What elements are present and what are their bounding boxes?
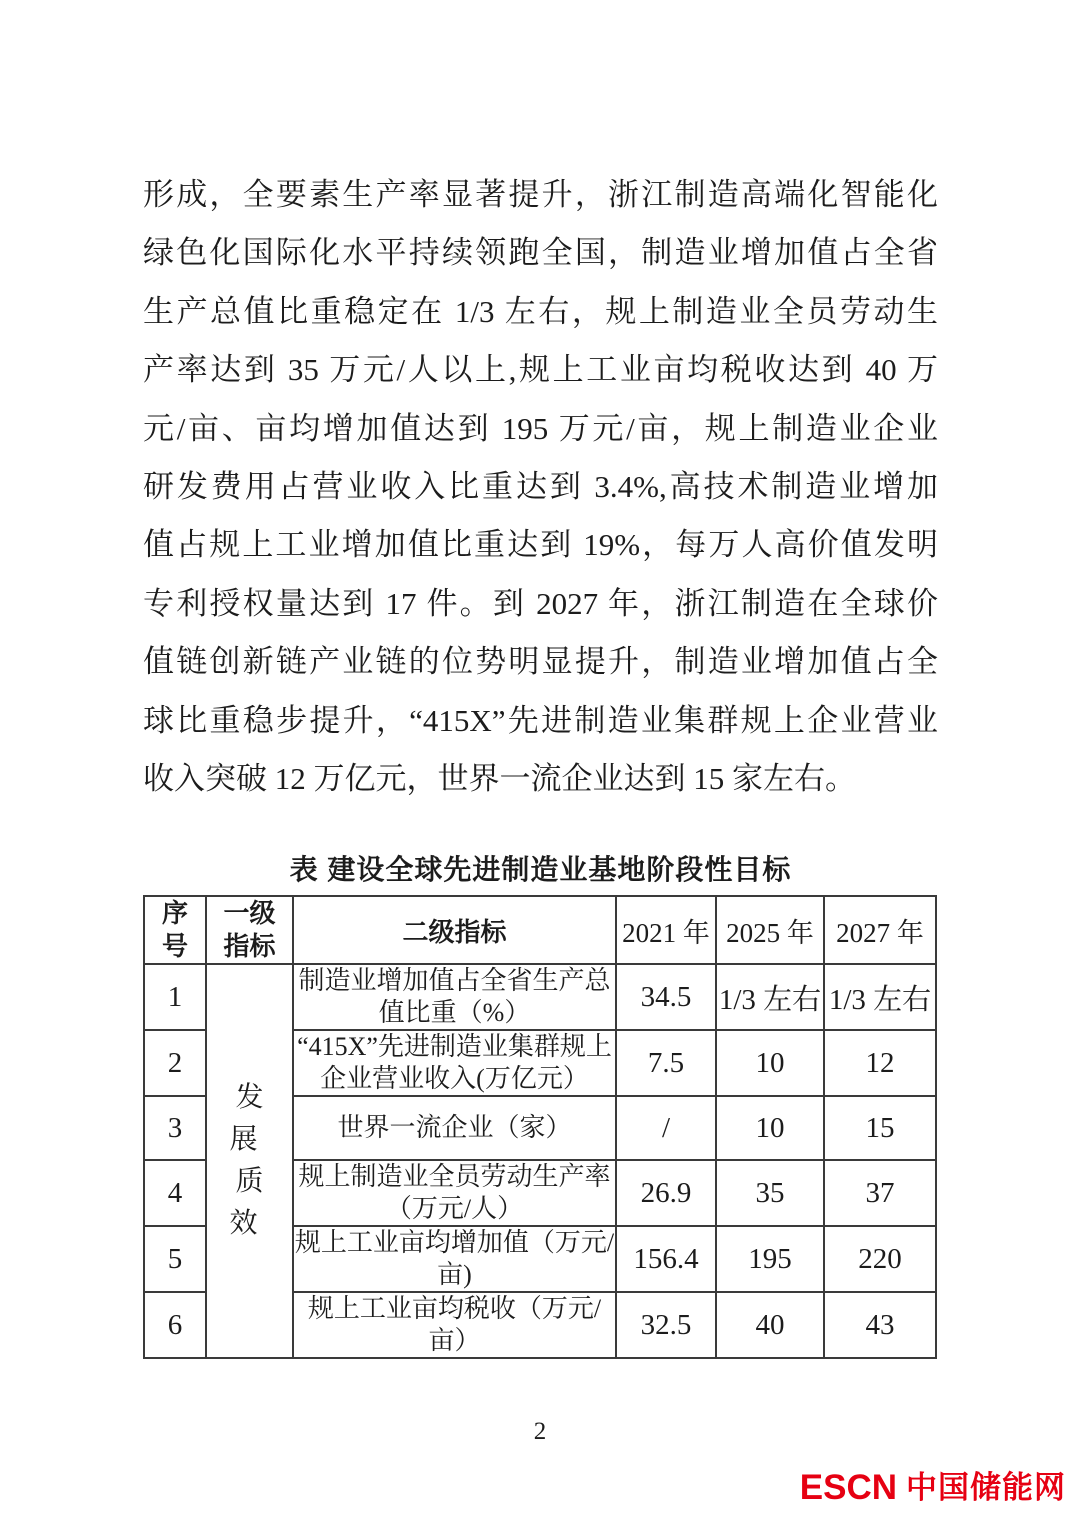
indicator-cell: 规上工业亩均增加值（万元/亩)	[293, 1226, 616, 1292]
header-year-2021: 2021 年	[616, 896, 716, 964]
paragraph-line: 值链创新链产业链的位势明显提升，制造业增加值占全	[143, 644, 938, 680]
paragraph-line: 绿色化国际化水平持续领跑全国，制造业增加值占全省	[143, 235, 938, 271]
category-line: 质效	[229, 1166, 276, 1239]
value-2021: 7.5	[616, 1030, 716, 1096]
header-year-2027: 2027 年	[824, 896, 936, 964]
logo-cn-text: 中国储能网	[906, 1470, 1066, 1505]
value-2025: 40	[716, 1292, 824, 1358]
table-header-row	[144, 896, 936, 964]
value-2021: 32.5	[616, 1292, 716, 1358]
paragraph-line: 研发费用占营业收入比重达到 3.4%,高技术制造业增加	[143, 468, 938, 504]
body-paragraph	[143, 166, 938, 808]
value-2021: 26.9	[616, 1160, 716, 1226]
paragraph-line: 球比重稳步提升，“415X”先进制造业集群规上企业营业	[143, 702, 938, 738]
value-2027: 220	[824, 1226, 936, 1292]
header-level1-indicator: 一级指标	[206, 896, 293, 964]
row-number: 5	[144, 1226, 206, 1292]
value-2025: 10	[716, 1030, 824, 1096]
row-number: 3	[144, 1096, 206, 1160]
value-2021: 156.4	[616, 1226, 716, 1292]
value-2025: 10	[716, 1096, 824, 1160]
paragraph-line: 收入突破 12 万亿元，世界一流企业达到 15 家左右。	[143, 760, 856, 796]
paragraph-line: 生产总值比重稳定在 1/3 左右，规上制造业全员劳动生	[143, 293, 938, 329]
header-level2-indicator: 二级指标	[293, 896, 616, 964]
paragraph-line: 值占规上工业增加值比重达到 19%，每万人高价值发明	[143, 527, 938, 563]
header-seq: 序号	[144, 896, 206, 964]
value-2027: 43	[824, 1292, 936, 1358]
table-title: 表 建设全球先进制造业基地阶段性目标	[289, 854, 792, 885]
row-number: 2	[144, 1030, 206, 1096]
value-2027: 15	[824, 1096, 936, 1160]
paragraph-line: 专利授权量达到 17 件。到 2027 年，浙江制造在全球价	[143, 585, 938, 621]
value-2025: 195	[716, 1226, 824, 1292]
targets-table	[143, 895, 937, 1359]
category-line: 发展	[229, 1082, 276, 1155]
row-number: 6	[144, 1292, 206, 1358]
value-2027: 37	[824, 1160, 936, 1226]
page-number: 2	[533, 1418, 547, 1445]
indicator-cell: 规上制造业全员劳动生产率（万元/人）	[293, 1160, 616, 1226]
value-2021: /	[616, 1096, 716, 1160]
header-year-2025: 2025 年	[716, 896, 824, 964]
row-number: 4	[144, 1160, 206, 1226]
paragraph-line: 形成，全要素生产率显著提升，浙江制造高端化智能化	[143, 177, 938, 212]
row-number: 1	[144, 964, 206, 1030]
paragraph-line: 元/亩、亩均增加值达到 195 万元/亩，规上制造业企业	[143, 410, 938, 446]
table-row	[144, 964, 936, 1030]
indicator-cell: 规上工业亩均税收（万元/亩）	[293, 1292, 616, 1358]
escn-logo	[799, 1468, 1066, 1507]
indicator-cell: “415X”先进制造业集群规上企业营业收入(万亿元）	[293, 1030, 616, 1096]
paragraph-line: 产率达到 35 万元/人以上,规上工业亩均税收达到 40 万	[143, 352, 938, 388]
indicator-cell: 制造业增加值占全省生产总值比重（%）	[293, 964, 616, 1030]
logo-escn-text: ESCN	[799, 1468, 897, 1507]
value-2025: 1/3 左右	[716, 964, 824, 1030]
value-2027: 1/3 左右	[824, 964, 936, 1030]
category-cell	[206, 964, 293, 1358]
value-2027: 12	[824, 1030, 936, 1096]
value-2021: 34.5	[616, 964, 716, 1030]
value-2025: 35	[716, 1160, 824, 1226]
indicator-cell: 世界一流企业（家）	[293, 1096, 616, 1160]
